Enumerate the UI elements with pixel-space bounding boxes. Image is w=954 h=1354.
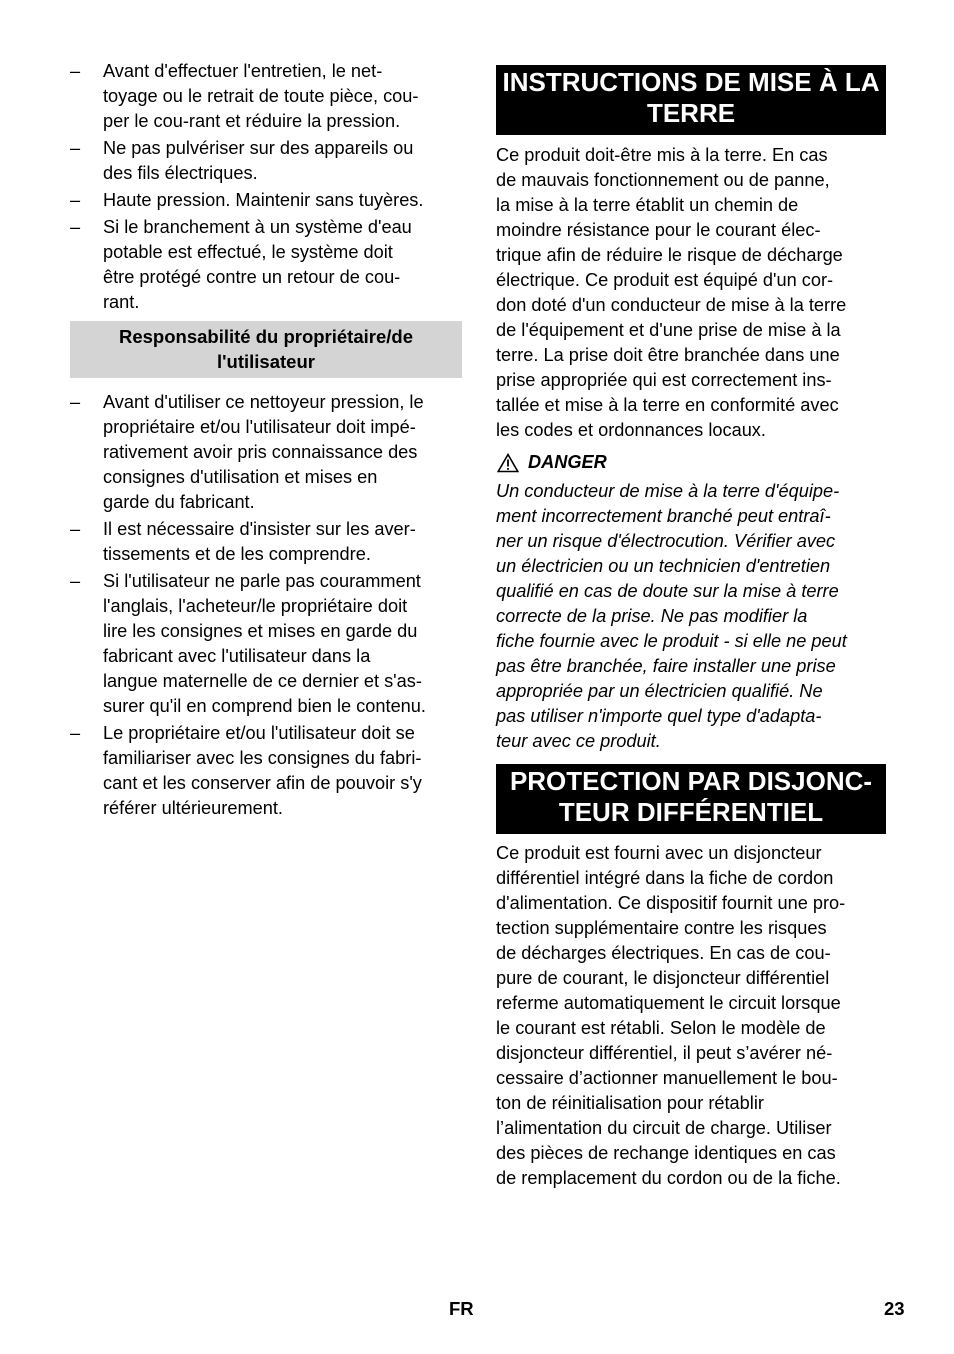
dash-bullet: – <box>70 138 81 158</box>
list-item <box>70 721 462 821</box>
dash-bullet: – <box>70 571 81 591</box>
dash-bullet: – <box>70 723 81 743</box>
list-item-text: Avant d'utiliser ce nettoyeur pression, le propriétaire et/ou l'utilisateur doit impé- rativement avoir pris connaissance des consignes d'utilisation et mises en garde du fabricant. <box>103 392 424 512</box>
list-item <box>70 390 462 515</box>
list-item-text: Haute pression. Maintenir sans tuyères. <box>103 190 424 210</box>
grounding-instructions-heading: INSTRUCTIONS DE MISE À LA TERRE <box>496 65 886 135</box>
responsibility-list <box>70 390 462 821</box>
list-item <box>70 215 462 315</box>
list-item <box>70 517 462 567</box>
list-item-text: Le propriétaire et/ou l'utilisateur doit se familiariser avec les consignes du fabri- cant et les conserver afin de pouvoir s'y référer ultérieurement. <box>103 723 422 818</box>
dash-bullet: – <box>70 392 81 412</box>
warning-triangle-icon <box>497 453 519 473</box>
owner-responsibility-heading: Responsabilité du propriétaire/de l'utilisateur <box>70 321 462 378</box>
danger-label: DANGER <box>528 452 607 472</box>
grounding-paragraph: Ce produit doit-être mis à la terre. En cas de mauvais fonctionnement ou de panne, la mise à la terre établit un chemin de moindre résistance pour le courant élec- trique afin de réduire le risque de décharge électrique. Ce produit est équipé d'un cor- don doté d'un conducteur de mise à la terre de l'équipement et d'une prise de mise à la terre. La prise doit être branchée dans une prise appropriée qui est correctement ins- tallée et mise à la terre en conformité avec les codes et ordonnances locaux. <box>496 145 847 440</box>
left-column <box>70 59 462 823</box>
dash-bullet: – <box>70 519 81 539</box>
list-item-text: Ne pas pulvériser sur des appareils ou des fils électriques. <box>103 138 414 183</box>
list-item <box>70 188 462 213</box>
danger-text: Un conducteur de mise à la terre d'équipe- ment incorrectement branché peut entraî- ner un risque d'électrocution. Vérifier avec un électricien ou un technicien d'entretien qualifié en cas de doute sur la mise à terre correcte de la prise. Ne pas modifier la fiche fournie avec le produit - si elle ne peut pas être branchée, faire installer une prise appropriée par un électricien qualifié. Ne pas utiliser n'importe quel type d'adapta- teur avec ce produit. <box>496 481 847 751</box>
dash-bullet: – <box>70 217 81 237</box>
danger-label-row <box>496 450 886 475</box>
list-item-text: Si le branchement à un système d'eau potable est effectué, le système doit être protégé contre un retour de cou- rant. <box>103 217 412 312</box>
list-item <box>70 59 462 134</box>
list-item <box>70 569 462 719</box>
list-item-text: Avant d'effectuer l'entretien, le net- toyage ou le retrait de toute pièce, cou- per le cou-rant et réduire la pression. <box>103 61 419 131</box>
footer-language: FR <box>449 1298 474 1319</box>
gfci-protection-heading: PROTECTION PAR DISJONC- TEUR DIFFÉRENTIEL <box>496 764 886 834</box>
list-item-text: Si l'utilisateur ne parle pas couramment l'anglais, l'acheteur/le propriétaire doit lire les consignes et mises en garde du fabricant avec l'utilisateur dans la langue maternelle de ce dernier et s'as- surer qu'il en comprend bien le contenu. <box>103 571 426 716</box>
dash-bullet: – <box>70 190 81 210</box>
right-column <box>496 65 886 1191</box>
gfci-paragraph: Ce produit est fourni avec un disjoncteur différentiel intégré dans la fiche de cordon d'alimentation. Ce dispositif fournit une pro- tection supplémentaire contre les risques de décharges électriques. En cas de cou- pure de courant, le disjoncteur différentiel referme automatiquement le circuit lorsque le courant est rétabli. Selon le modèle de disjoncteur différentiel, il peut s’avérer né- cessaire d’actionner manuellement le bou- ton de réinitialisation pour rétablir l’alimentation du circuit de charge. Utiliser des pièces de rechange identiques en cas de remplacement du cordon ou de la fiche. <box>496 843 846 1188</box>
dash-bullet: – <box>70 61 81 81</box>
page-number: 23 <box>884 1298 905 1319</box>
list-item-text: Il est nécessaire d'insister sur les aver- tissements et de les comprendre. <box>103 519 416 564</box>
precautions-list <box>70 59 462 315</box>
list-item <box>70 136 462 186</box>
